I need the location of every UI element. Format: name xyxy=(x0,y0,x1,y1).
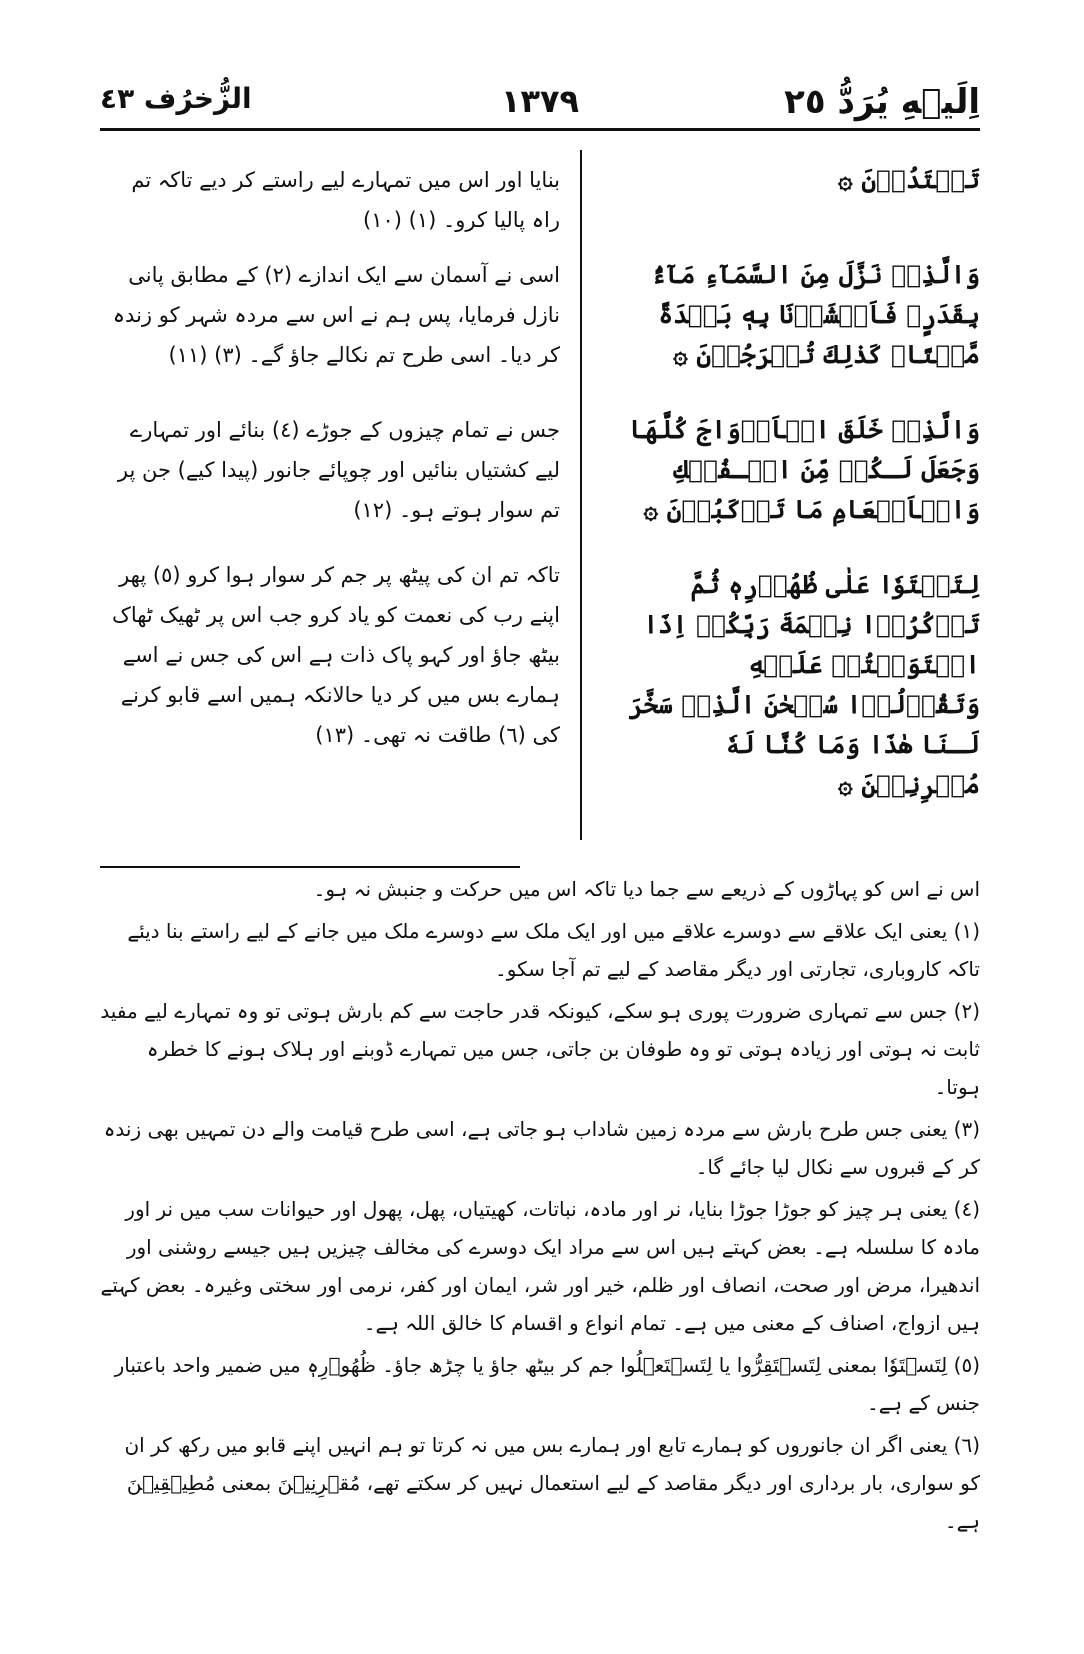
juz-title: اِلَيۡهِ يُرَدُّ ٢٥ xyxy=(784,82,980,122)
footnote-5: (٥) لِتَسۡتَوٗا بمعنی لِتَسۡتَقِرُّوا یا لِتَسۡتَعۡلُوا جم کر بیٹھ جاؤ یا چڑھ جاؤ۔ ظُهُوۡرِهٖ میں ضمیر واحد باعتبار جنس کے ہے۔ xyxy=(114,1353,980,1415)
urdu-verse-13: تاکہ تم ان کی پیٹھ پر جم کر سوار ہوا کرو (٥) پھر اپنے رب کی نعمت کو یاد کرو جب اس پر ٹھیک ٹھاک بیٹھ جاؤ اور کہو پاک ذات ہے اس کی جس نے اسے ہمارے بس میں کر دیا حالانکہ ہمیں اسے قابو کرنے کی (٦) طاقت نہ تھی۔ (١٣) xyxy=(112,563,560,747)
footnote-6: (٦) یعنی اگر ان جانوروں کو ہمارے تابع اور ہمارے بس میں نہ کرتا تو ہم انہیں اپنے قابو میں رکھ کر ان کو سواری، بار برداری اور دیگر مقاصد کے لیے استعمال نہیں کر سکتے تھے، مُقۡرِنِيۡنَ بمعنی مُطِيۡقِيۡنَ ہے۔ xyxy=(124,1433,980,1533)
urdu-verse-12: جس نے تمام چیزوں کے جوڑے (٤) بنائے اور تمہارے لیے کشتیاں بنائیں اور چوپائے جانور (پیدا کیے) جن پر تم سوار ہوتے ہو۔ (١٢) xyxy=(117,418,560,522)
arabic-verse-13: لِتَسۡتَوٗا عَلٰى ظُهُوۡرِهٖ ثُمَّ تَذۡكُرُوۡا نِعۡمَةَ رَبِّكُمۡ اِذَا اسۡتَوَيۡتُمۡ عَلَيۡهِ وَتَقُوۡلُوۡا سُبۡحٰنَ الَّذِىۡ سَخَّرَ لَـنَا هٰذَا وَمَا كُنَّا لَهٗ مُقۡرِنِيۡنَ ۞ xyxy=(628,570,980,799)
urdu-verse-10: بنایا اور اس میں تمہارے لیے راستے کر دیے تاکہ تم راہ پالیا کرو۔ (١) (١٠) xyxy=(131,168,560,232)
footnote-intro: اس نے اس کو پہاڑوں کے ذریعے سے جما دیا تاکہ اس میں حرکت و جنبش نہ ہو۔ xyxy=(313,877,980,901)
arabic-verse-11: وَالَّذِىۡ نَزَّلَ مِنَ السَّمَآءِ مَآءًۢ بِقَدَرٍ‌ۚ فَاَنۡشَرۡنَا بِهٖ بَلۡدَةً مَّيۡتًا‌ۚ كَذٰلِكَ تُخۡرَجُوۡنَ ۞ xyxy=(651,260,980,369)
page-header xyxy=(100,78,980,128)
column-divider xyxy=(580,150,582,840)
footnote-4: (٤) یعنی ہر چیز کو جوڑا جوڑا بنایا، نر اور مادہ، نباتات، کھیتیاں، پھل، پھول اور حیوانات سب میں نر اور مادہ کا سلسلہ ہے۔ بعض کہتے ہیں اس سے مراد ایک دوسرے کی مخالف چیزیں ہیں جیسے روشنی اور اندھیرا، مرض اور صحت، انصاف اور ظلم، خیر اور شر، ایمان اور کفر، نرمی اور سختی وغیرہ۔ بعض کہتے ہیں ازواج، اصناف کے معنی میں ہے۔ تمام انواع و اقسام کا خالق اللہ ہے۔ xyxy=(100,1197,980,1335)
footnote-2: (٢) جس سے تمہاری ضرورت پوری ہو سکے، کیونکہ قدر حاجت سے کم بارش ہوتی تو وہ تمہارے لیے مفید ثابت نہ ہوتی اور زیادہ ہوتی تو وہ طوفان بن جاتی، جس میں تمہارے ڈوبنے اور ہلاک ہونے کا خطرہ ہوتا۔ xyxy=(100,999,980,1099)
arabic-verse-12: وَالَّذِىۡ خَلَقَ الۡاَزۡوَاجَ كُلَّهَا وَجَعَلَ لَـكُمۡ مِّنَ الۡـفُلۡكِ وَالۡاَنۡعَامِ مَا تَرۡكَبُوۡنَ ۞ xyxy=(629,415,980,524)
footnote-rule xyxy=(100,866,520,868)
footnotes xyxy=(100,870,980,1544)
footnote-1: (١) یعنی ایک علاقے سے دوسرے علاقے میں اور ایک ملک سے دوسرے ملک میں جانے کے لیے راستے بنا دیئے تاکہ کاروباری، تجارتی اور دیگر مقاصد کے لیے تم آجا سکو۔ xyxy=(127,919,980,981)
header-rule xyxy=(100,128,980,131)
page-number: ١٣٧٩ xyxy=(500,82,580,120)
surah-title: الزُّخرُف ٤٣ xyxy=(100,82,252,115)
urdu-verse-11: اسی نے آسمان سے ایک اندازے (٢) کے مطابق پانی نازل فرمایا، پس ہم نے اس سے مردہ شہر کو زندہ کر دیا۔ اسی طرح تم نکالے جاؤ گے۔ (٣) (١١) xyxy=(112,263,560,367)
footnote-3: (٣) یعنی جس طرح بارش سے مردہ زمین شاداب ہو جاتی ہے، اسی طرح قیامت والے دن تمہیں بھی زندہ کر کے قبروں سے نکال لیا جائے گا۔ xyxy=(103,1117,980,1179)
arabic-verse-10: تَهۡتَدُوۡنَ ۞ xyxy=(838,165,980,194)
